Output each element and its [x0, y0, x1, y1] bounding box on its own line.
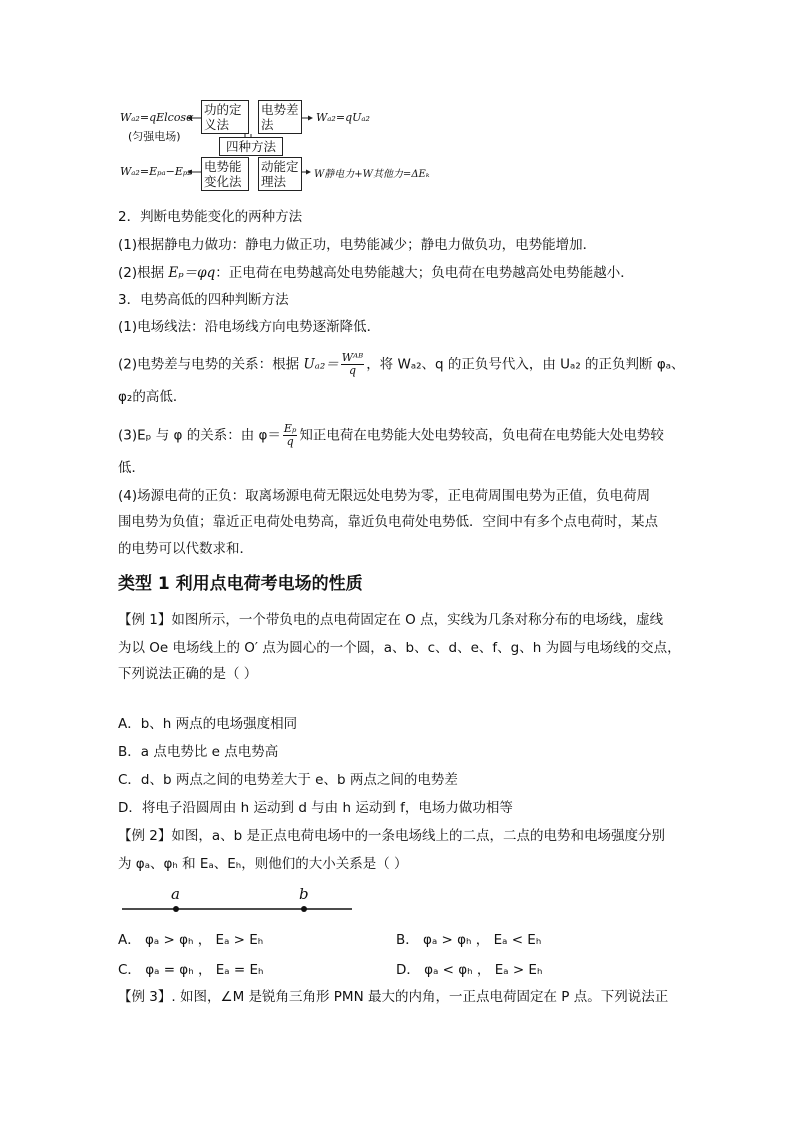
label-a: a: [171, 885, 180, 903]
sec3-item3-cont: 低．: [118, 460, 145, 476]
type1-heading: 类型 1 利用点电荷考电场的性质: [118, 574, 363, 594]
point-b: [301, 906, 307, 912]
point-a: [173, 906, 179, 912]
sec3-item3-fraction: [283, 423, 297, 448]
box-potential-difference: 电势差法: [258, 100, 302, 134]
sec2-item2: [118, 263, 634, 283]
sec3-item3-den: q: [286, 435, 294, 448]
label-b: b: [299, 885, 309, 903]
ex2-field-line-figure: [118, 883, 358, 923]
left-top-formula: Wₐ₂=qElcosα: [120, 111, 194, 124]
four-methods-diagram: [118, 96, 438, 188]
ex2-line1: 【例 2】如图，a、b 是正点电荷电场中的一条电场线上的二点，二点的电势和电场强度分别: [118, 828, 666, 844]
ex2-line2: 为 φₐ、φₕ 和 Eₐ、Eₕ，则他们的大小关系是（ ）: [118, 856, 408, 872]
sec2-title: 2．判断电势能变化的两种方法: [118, 209, 303, 225]
sec3-item2-lhs: Uₐ₂＝: [303, 356, 339, 373]
box-four-methods: 四种方法: [219, 137, 283, 156]
box-ke-theorem: 动能定理法: [258, 157, 302, 191]
right-bottom-formula: W静电力+W其他力=ΔEₖ: [314, 169, 430, 180]
sec2-item2-pre: (2)根据: [118, 265, 169, 281]
ex1-line3: 下列说法正确的是（ ）: [118, 666, 258, 682]
sec2-item2-post: ：正电荷在电势越高处电势能越大；负电荷在电势越高处电势能越小．: [215, 265, 634, 281]
ex1-line1: 【例 1】如图所示，一个带负电的点电荷固定在 O 点，实线为几条对称分布的电场线，虚线: [118, 612, 664, 628]
sec3-item2-pre: (2)电势差与电势的关系：根据: [118, 356, 304, 373]
ex3-line1: 【例 3】. 如图，∠M 是锐角三角形 PMN 最大的内角，一正点电荷固定在 P 点。下列说法正: [118, 989, 669, 1005]
ex1-option-a: A．b、h 两点的电场强度相同: [118, 716, 298, 732]
sec3-item2-post: ，将 Wₐ₂、q 的正负号代入，由 Uₐ₂ 的正负判断 φₐ、: [366, 356, 685, 373]
left-top-note: (匀强电场): [128, 130, 181, 143]
ex2-option-d: D． φₐ < φₕ ， Eₐ > Eₕ: [396, 962, 543, 978]
sec3-item2-den: q: [348, 364, 356, 377]
box-pe-change: 电势能变化法: [201, 157, 249, 191]
sec3-item4-line1: (4)场源电荷的正负：取离场源电荷无限远处电势为零，正电荷周围电势为正值，负电荷周: [118, 488, 651, 504]
ex2-option-c: C． φₐ = φₕ ， Eₐ = Eₕ: [118, 962, 264, 978]
sec3-item4-line3: 的电势可以代数求和．: [118, 541, 253, 557]
sec3-item2: [118, 352, 685, 377]
sec3-item3-num: Eₚ: [283, 422, 297, 435]
sec2-item2-formula: Eₚ＝φq: [168, 265, 216, 281]
ex1-option-d: D．将电子沿圆周由 h 运动到 d 与由 h 运动到 f，电场力做功相等: [118, 800, 513, 816]
field-line-svg: [118, 883, 358, 923]
sec3-item3-pre: (3)Eₚ 与 φ 的关系：由 φ＝: [118, 427, 281, 444]
ex2-option-b: B． φₐ > φₕ ， Eₐ < Eₕ: [396, 932, 542, 948]
sec3-item2-num: Wᴬᴮ: [341, 351, 364, 364]
ex1-option-c: C．d、b 两点之间的电势差大于 e、b 两点之间的电势差: [118, 772, 458, 788]
ex1-option-b: B．a 点电势比 e 点电势高: [118, 744, 279, 760]
sec3-title: 3．电势高低的四种判断方法: [118, 292, 289, 308]
sec3-item4-line2: 围电势为负值；靠近正电荷处电势高，靠近负电荷处电势低．空间中有多个点电荷时，某点: [118, 514, 658, 530]
ex1-line2: 为以 Oe 电场线上的 O′ 点为圆心的一个圆，a、b、c、d、e、f、g、h 为圆与电场线的交点，: [118, 640, 681, 656]
sec3-item3-post: 知正电荷在电势能大处电势较高，负电荷在电势能大处电势较: [299, 427, 664, 444]
sec3-item2-fraction: [341, 352, 364, 377]
box-work-definition: 功的定义法: [201, 100, 249, 134]
sec3-item2-cont: φ₂的高低．: [118, 389, 187, 405]
ex2-option-a: A． φₐ > φₕ ， Eₐ > Eₕ: [118, 932, 264, 948]
sec3-item1: (1)电场线法：沿电场线方向电势逐渐降低．: [118, 319, 381, 335]
right-top-formula: Wₐ₂=qUₐ₂: [316, 111, 370, 124]
sec3-item3: [118, 423, 664, 448]
left-bottom-formula: Wₐ₂=Eₚₐ−Eₚ₂: [120, 165, 192, 178]
sec2-item1: (1)根据静电力做功：静电力做正功，电势能减少；静电力做负功，电势能增加．: [118, 237, 597, 253]
